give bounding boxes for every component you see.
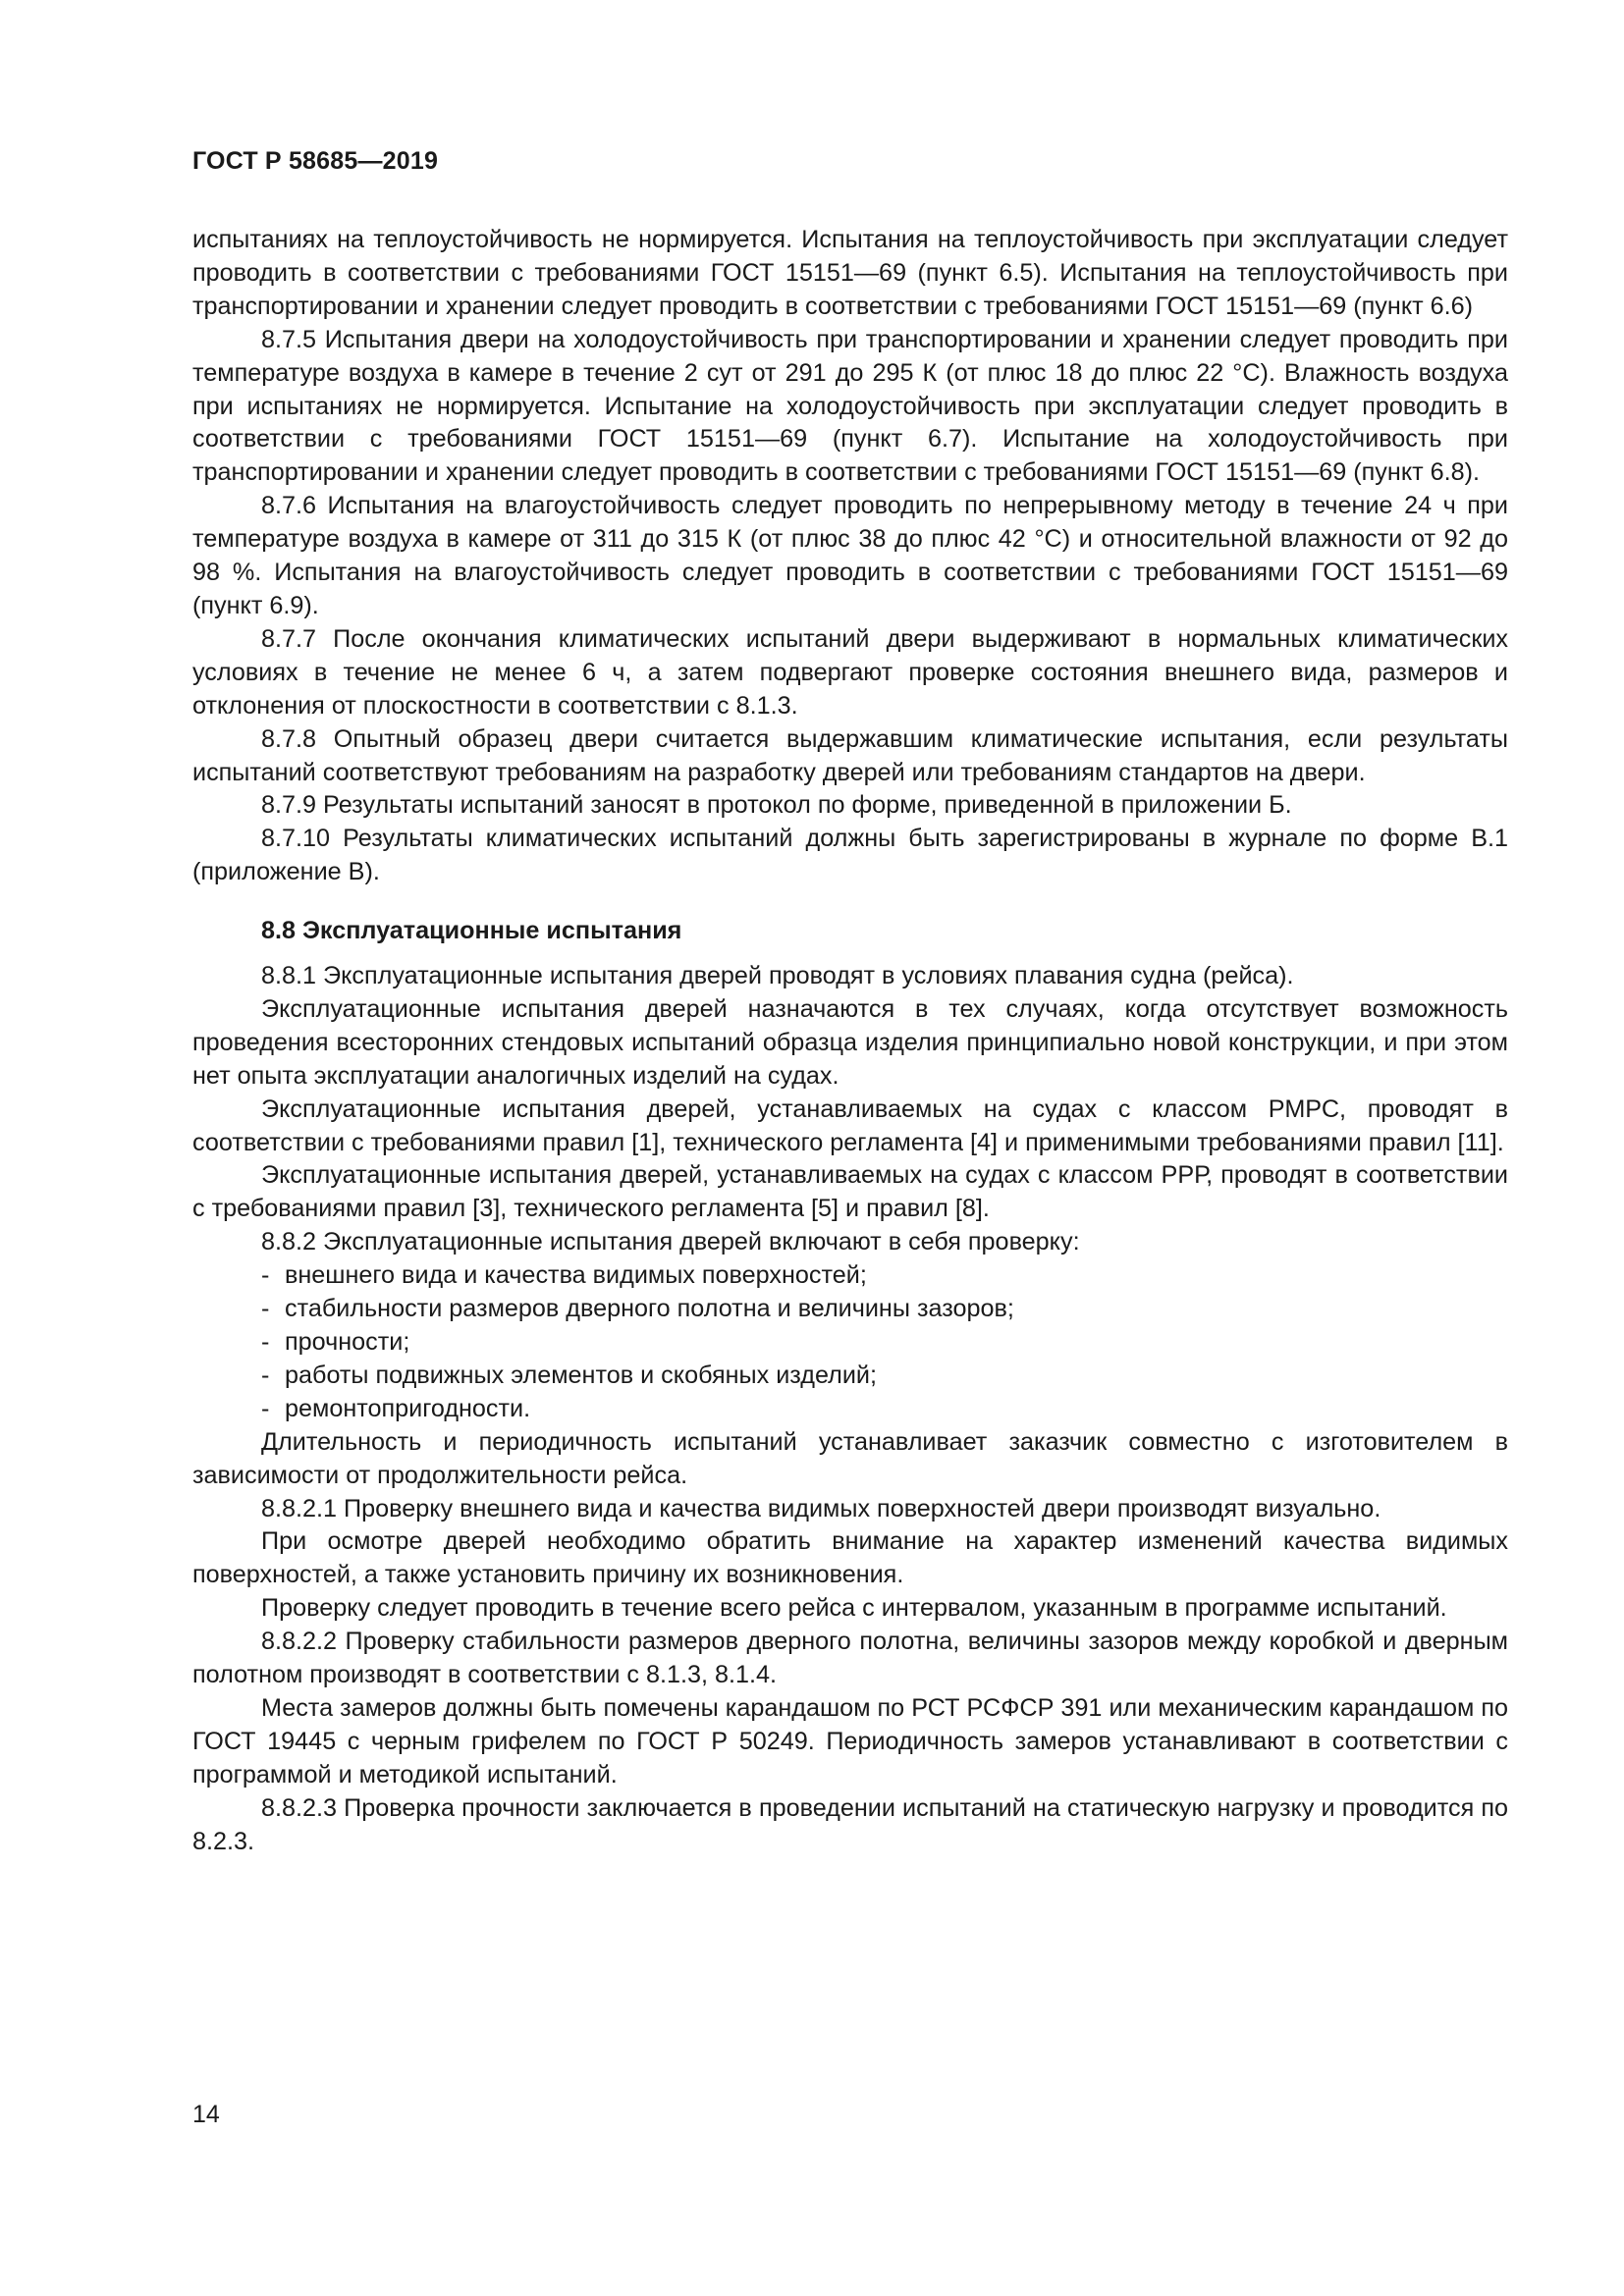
list-item bbox=[261, 1293, 1508, 1326]
list-item-text: внешнего вида и качества видимых поверхностей; bbox=[285, 1261, 867, 1290]
paragraph-8-8-1-rmrs: Эксплуатационные испытания дверей, устанавливаемых на судах с классом РМРС, проводят в соответствии с требованиями правил [1], технического регламента [4] и применимыми требованиями правил [11]. bbox=[192, 1095, 1508, 1156]
paragraph-8-8-2-1-inspection: При осмотре дверей необходимо обратить внимание на характер изменений качества видимых поверхностей, а также установить причину их возникновения. bbox=[192, 1527, 1508, 1589]
list-item-text: стабильности размеров дверного полотна и величины зазоров; bbox=[285, 1295, 1014, 1323]
checklist-8-8-2 bbox=[192, 1259, 1508, 1426]
paragraph-8-8-2-2-marking: Места замеров должны быть помечены карандашом по РСТ РСФСР 391 или механическим карандашом по ГОСТ 19445 с черным грифелем по ГОСТ Р 50249. Периодичность замеров устанавливают в соответствии с программой и методикой испытаний. bbox=[192, 1693, 1508, 1789]
paragraph-8-8-1-purpose: Эксплуатационные испытания дверей назначаются в тех случаях, когда отсутствует возможность проведения всесторонних стендовых испытаний образца изделия принципиально новой конструкции, и при этом нет опыта эксплуатации аналогичных изделий на судах. bbox=[192, 994, 1508, 1090]
list-item bbox=[261, 1326, 1508, 1360]
paragraph-8-7-5: 8.7.5 Испытания двери на холодоустойчивость при транспортировании и хранении следует проводить при температуре воздуха в камере в течение 2 сут от 291 до 295 К (от плюс 18 до плюс 22 °С). Влажность воздуха при испытаниях не нормируется. Испытание на холодоустойчивость при эксплуатации следует проводить в соответствии с требованиями ГОСТ 15151—69 (пункт 6.7). Испытание на холодоустойчивость при транспортировании и хранении следует проводить в соответствии с требованиями ГОСТ 15151—69 (пункт 6.8). bbox=[192, 325, 1508, 487]
list-dash: - bbox=[261, 1394, 270, 1422]
paragraph-8-8-2-1: 8.8.2.1 Проверку внешнего вида и качества видимых поверхностей двери производят визуально. bbox=[261, 1494, 1381, 1522]
paragraph-8-7-10: 8.7.10 Результаты климатических испытаний должны быть зарегистрированы в журнале по форме В.1 (приложение В). bbox=[192, 825, 1508, 886]
list-item-text: работы подвижных элементов и скобяных изделий; bbox=[285, 1361, 877, 1389]
paragraph-8-7-8: 8.7.8 Опытный образец двери считается выдержавшим климатические испытания, если результаты испытаний соответствуют требованиям на разработку дверей или требованиям стандартов на двери. bbox=[192, 724, 1508, 786]
list-item bbox=[261, 1393, 1508, 1426]
page-number: 14 bbox=[192, 2101, 220, 2128]
list-item bbox=[261, 1259, 1508, 1293]
paragraph-8-7-9: 8.7.9 Результаты испытаний заносят в протокол по форме, приведенной в приложении Б. bbox=[261, 791, 1292, 820]
paragraph-8-7-7: 8.7.7 После окончания климатических испытаний двери выдерживают в нормальных климатических условиях в течение не менее 6 ч, а затем подвергают проверке состояния внешнего вида, размеров и отклонения от плоскостности в соответствии с 8.1.3. bbox=[192, 624, 1508, 720]
list-dash: - bbox=[261, 1295, 270, 1323]
paragraph-8-8-2-2: 8.8.2.2 Проверку стабильности размеров дверного полотна, величины зазоров между коробкой и дверным полотном производят в соответствии с 8.1.3, 8.1.4. bbox=[192, 1628, 1508, 1689]
paragraph-8-8-2: 8.8.2 Эксплуатационные испытания дверей включают в себя проверку: bbox=[261, 1228, 1080, 1256]
paragraph-heat-continuation: испытаниях на теплоустойчивость не нормируется. Испытания на теплоустойчивость при эксплуатации следует проводить в соответствии с требованиями ГОСТ 15151—69 (пункт 6.5). Испытания на теплоустойчивость при транспортировании и хранении следует проводить в соответствии с требованиями ГОСТ 15151—69 (пункт 6.6) bbox=[192, 226, 1508, 320]
document-body bbox=[192, 224, 1508, 1859]
paragraph-8-7-6: 8.7.6 Испытания на влагоустойчивость следует проводить по непрерывному методу в течение 24 ч при температуре воздуха в камере от 311 до 315 К (от плюс 38 до плюс 42 °С) и относительной влажности от 92 до 98 %. Испытания на влагоустойчивость следует проводить в соответствии с требованиями ГОСТ 15151—69 (пункт 6.9). bbox=[192, 492, 1508, 619]
list-item-text: прочности; bbox=[285, 1328, 410, 1356]
section-heading-8-8: 8.8 Эксплуатационные испытания bbox=[261, 917, 682, 945]
list-dash: - bbox=[261, 1261, 270, 1290]
paragraph-8-8-2-1-interval: Проверку следует проводить в течение всего рейса с интервалом, указанным в программе испытаний. bbox=[261, 1594, 1447, 1623]
paragraph-8-8-1: 8.8.1 Эксплуатационные испытания дверей проводят в условиях плавания судна (рейса). bbox=[261, 962, 1294, 990]
paragraph-8-8-1-rrr: Эксплуатационные испытания дверей, устанавливаемых на судах с классом РРР, проводят в соответствии с требованиями правил [3], технического регламента [5] и правил [8]. bbox=[192, 1161, 1508, 1223]
list-item-text: ремонтопригодности. bbox=[285, 1394, 531, 1422]
list-dash: - bbox=[261, 1328, 270, 1356]
list-dash: - bbox=[261, 1361, 270, 1389]
list-item bbox=[261, 1360, 1508, 1393]
paragraph-8-8-2-3: 8.8.2.3 Проверка прочности заключается в проведении испытаний на статическую нагрузку и проводится по 8.2.3. bbox=[192, 1793, 1508, 1855]
document-code-header: ГОСТ Р 58685—2019 bbox=[192, 147, 439, 175]
paragraph-8-8-2-duration: Длительность и периодичность испытаний устанавливает заказчик совместно с изготовителем в зависимости от продолжительности рейса. bbox=[192, 1427, 1508, 1489]
